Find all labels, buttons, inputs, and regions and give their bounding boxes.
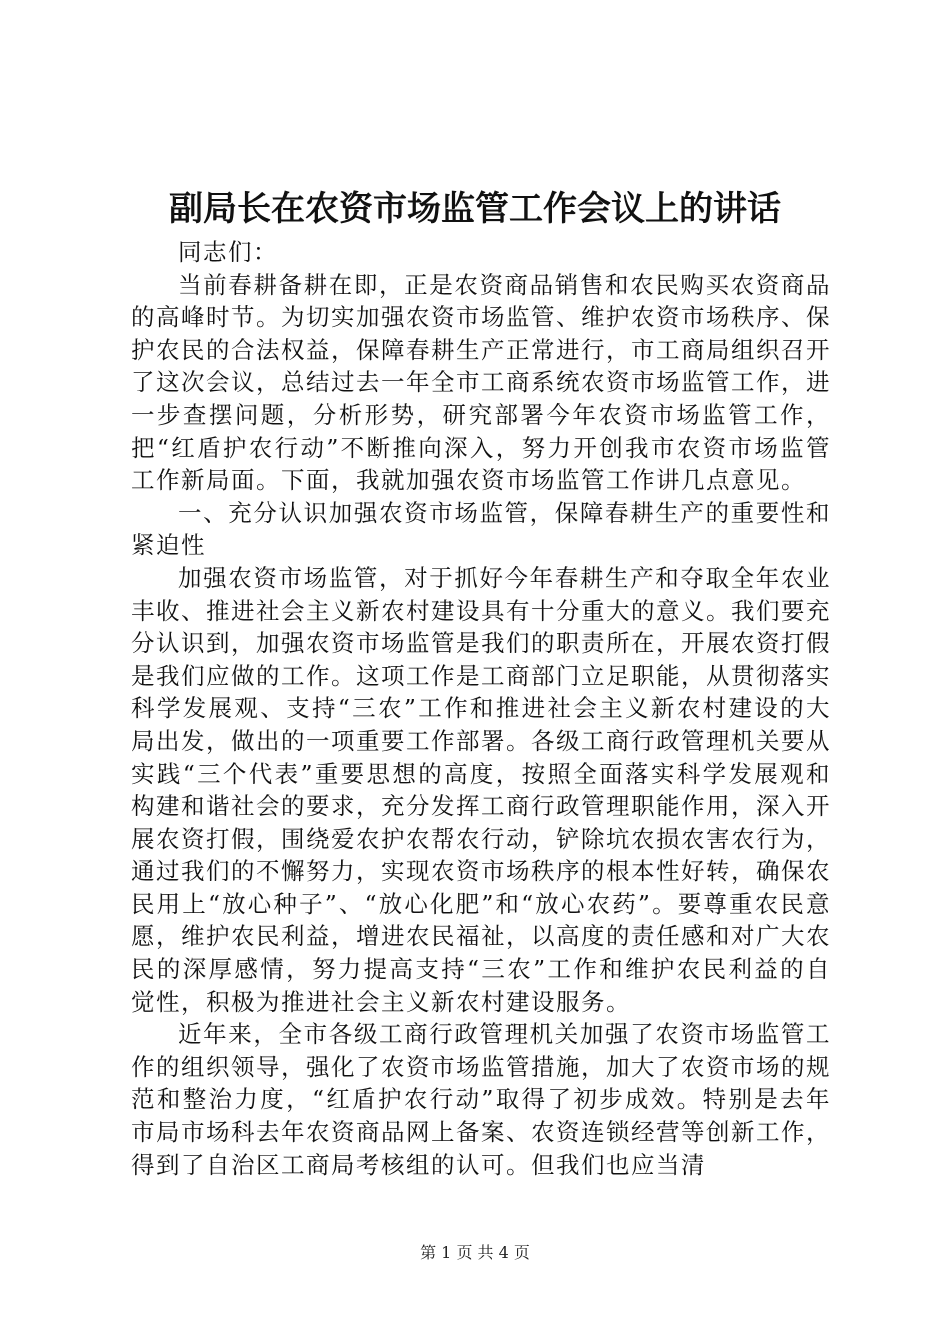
page-number-footer: 第 1 页 共 4 页 — [420, 1243, 530, 1262]
greeting-paragraph: 同志们： — [178, 238, 278, 266]
intro-paragraph: 当前春耕备耕在即，正是农资商品销售和农民购买农资商品的高峰时节。为切实加强农资市场监管、维护农资市场秩序、保护农民的合法权益，保障春耕生产正常进行，市工商局组织召开了这次会议，总结过去一年全市工商系统农资市场监管工作，进一步查摆问题，分析形势，研究部署今年农资市场监管工作，把“红盾护农行动”不断推向深入，努力开创我市农资市场监管工作新局面。下面，我就加强农资市场监管工作讲几点意见。 — [131, 270, 831, 495]
document-body — [131, 236, 831, 1181]
section-heading: 一、充分认识加强农资市场监管，保障春耕生产的重要性和紧迫性 — [131, 498, 831, 560]
body-paragraph: 近年来，全市各级工商行政管理机关加强了农资市场监管工作的组织领导，强化了农资市场监管措施，加大了农资市场的规范和整治力度，“红盾护农行动”取得了初步成效。特别是去年市局市场科去年农资商品网上备案、农资连锁经营等创新工作，得到了自治区工商局考核组的认可。但我们也应当清 — [131, 1020, 831, 1179]
document-title: 副局长在农资市场监管工作会议上的讲话 — [169, 189, 781, 229]
body-paragraph: 加强农资市场监管，对于抓好今年春耕生产和夺取全年农业丰收、推进社会主义新农村建设具有十分重大的意义。我们要充分认识到，加强农资市场监管是我们的职责所在，开展农资打假是我们应做的工作。这项工作是工商部门立足职能，从贯彻落实科学发展观、支持“三农”工作和推进社会主义新农村建设的大局出发，做出的一项重要工作部署。各级工商行政管理机关要从实践“三个代表”重要思想的高度，按照全面落实科学发展观和构建和谐社会的要求，充分发挥工商行政管理职能作用，深入开展农资打假，围绕爱农护农帮农行动，铲除坑农损农害农行为，通过我们的不懈努力，实现农资市场秩序的根本性好转，确保农民用上“放心种子”、“放心化肥”和“放心农药”。要尊重农民意愿，维护农民利益，增进农民福祉，以高度的责任感和对广大农民的深厚感情，努力提高支持“三农”工作和维护农民利益的自觉性，积极为推进社会主义新农村建设服务。 — [131, 563, 831, 1016]
